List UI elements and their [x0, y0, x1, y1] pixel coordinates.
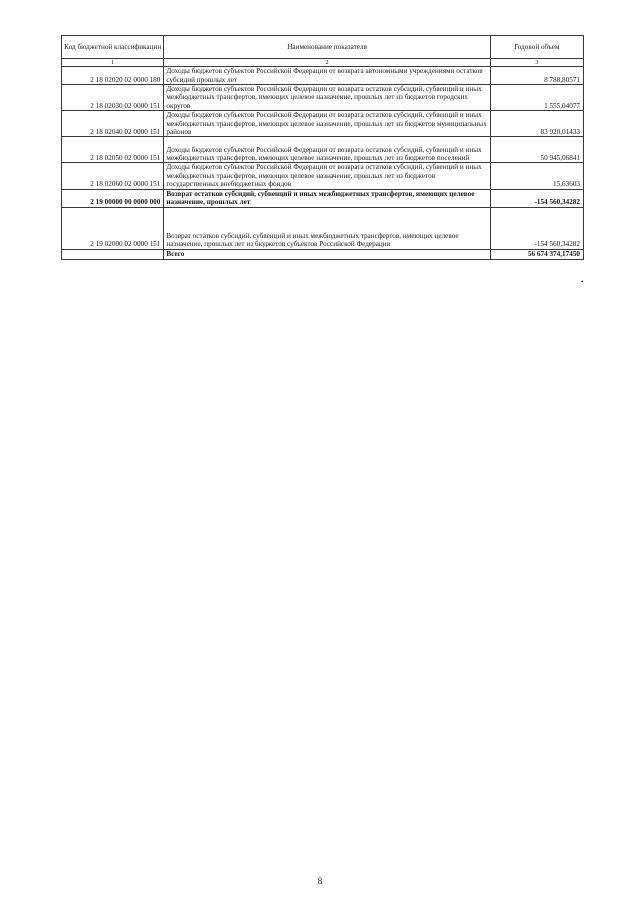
- column-number-row: [62, 59, 584, 67]
- budget-table: [61, 35, 584, 260]
- table-row: [62, 111, 584, 137]
- row-code: 2 18 02020 02 0000 180: [62, 67, 164, 85]
- row-amount: -154 560,34282: [490, 189, 583, 207]
- row-code: 2 18 02030 02 0000 151: [62, 85, 164, 111]
- row-name: Возврат остатков субсидий, субвенций и иных межбюджетных трансфертов, имеющих целевое назначение, прошлых лет: [164, 189, 490, 207]
- column-number-3: 3: [490, 59, 583, 67]
- table-row: [62, 85, 584, 111]
- row-name: Доходы бюджетов субъектов Российской Федерации от возврата остатков субсидий, субвенций и иных межбюджетных трансфертов, имеющих целевое назначение, прошлых лет из бюджетов поселений: [164, 137, 490, 163]
- row-code: 2 19 00000 00 0000 000: [62, 189, 164, 207]
- row-name: Доходы бюджетов субъектов Российской Федерации от возврата остатков субсидий, субвенций и иных межбюджетных трансфертов, имеющих целевое назначение, прошлых лет из бюджетов муниципальных районов: [164, 111, 490, 137]
- row-amount: 15,63603: [490, 163, 583, 189]
- table-row: [62, 163, 584, 189]
- total-empty-cell: [62, 249, 164, 259]
- row-code: 2 18 02050 02 0000 151: [62, 137, 164, 163]
- row-code: 2 18 02040 02 0000 151: [62, 111, 164, 137]
- row-amount: 8 788,80571: [490, 67, 583, 85]
- header-code: Код бюджетной классификации: [62, 36, 164, 59]
- row-code: 2 19 02000 02 0000 151: [62, 207, 164, 249]
- total-label: Всего: [164, 249, 490, 259]
- table-row: [62, 67, 584, 85]
- margin-mark: •: [581, 278, 584, 286]
- row-amount: 50 945,06841: [490, 137, 583, 163]
- table-row: [62, 137, 584, 163]
- row-name: Возврат остатков субсидий, субвенций и иных межбюджетных трансфертов, имеющих целевое назначение, прошлых лет из бюджетов субъектов Российской Федерации: [164, 207, 490, 249]
- page-number: 8: [317, 876, 323, 886]
- row-name: Доходы бюджетов субъектов Российской Федерации от возврата остатков субсидий, субвенций и иных межбюджетных трансфертов, имеющих целевое назначение, прошлых лет из бюджетов государственных внебюджетных фондов: [164, 163, 490, 189]
- row-name: Доходы бюджетов субъектов Российской Федерации от возврата автономными учреждениями остатков субсидий прошлых лет: [164, 67, 490, 85]
- table-row-group-total: [62, 189, 584, 207]
- table-header-row: [62, 36, 584, 59]
- table-row: [62, 207, 584, 249]
- header-name: Наименование показателя: [164, 36, 490, 59]
- header-amount: Годовой объем: [490, 36, 583, 59]
- row-amount: 1 555,04077: [490, 85, 583, 111]
- row-amount: -154 560,34282: [490, 207, 583, 249]
- row-name: Доходы бюджетов субъектов Российской Федерации от возврата остатков субсидий, субвенций и иных межбюджетных трансфертов, имеющих целевое назначение, прошлых лет из бюджетов городских округов: [164, 85, 490, 111]
- column-number-2: 2: [164, 59, 490, 67]
- table-total-row: [62, 249, 584, 259]
- row-code: 2 18 02060 02 0000 151: [62, 163, 164, 189]
- total-amount: 56 674 374,17450: [490, 249, 583, 259]
- column-number-1: 1: [62, 59, 164, 67]
- row-amount: 83 920,01433: [490, 111, 583, 137]
